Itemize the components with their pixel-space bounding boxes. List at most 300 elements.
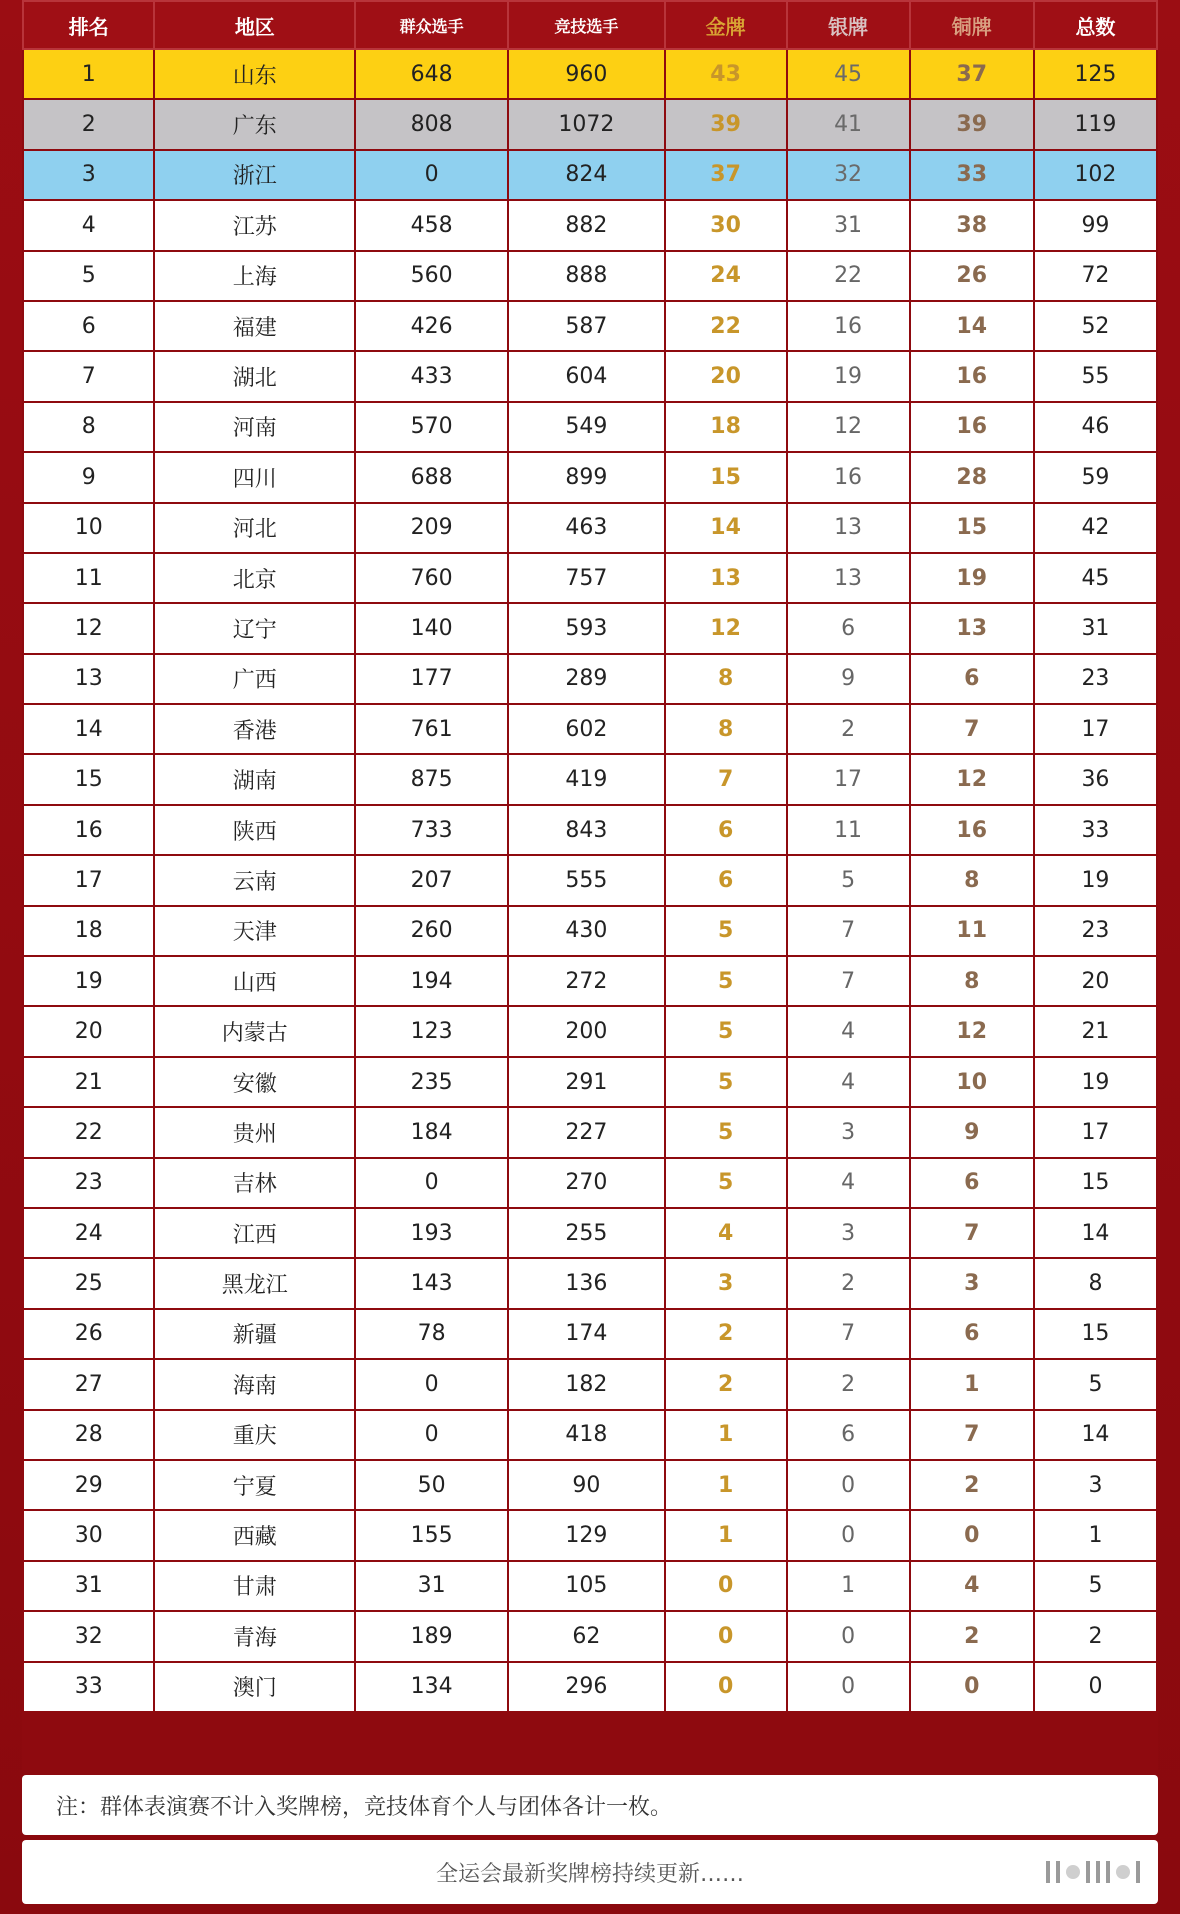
cell-gold: 4: [665, 1208, 787, 1258]
table-row: [23, 553, 1157, 603]
header-mass-athletes: 群众选手: [355, 1, 508, 49]
cell-rank: 23: [23, 1158, 154, 1208]
cell-rank: 17: [23, 855, 154, 905]
cell-gold: 13: [665, 553, 787, 603]
cell-rank: 10: [23, 503, 154, 553]
cell-mass-athletes: 184: [355, 1107, 508, 1157]
cell-gold: 5: [665, 1057, 787, 1107]
cell-competitive-athletes: 555: [508, 855, 665, 905]
cell-bronze: 6: [910, 1158, 1034, 1208]
table-row: [23, 1158, 1157, 1208]
cell-mass-athletes: 31: [355, 1561, 508, 1611]
cell-region: 云南: [154, 855, 355, 905]
cell-rank: 7: [23, 351, 154, 401]
cell-region: 上海: [154, 251, 355, 301]
cell-region: 江西: [154, 1208, 355, 1258]
cell-gold: 14: [665, 503, 787, 553]
cell-gold: 3: [665, 1258, 787, 1308]
cell-bronze: 15: [910, 503, 1034, 553]
table-row: [23, 1662, 1157, 1712]
cell-rank: 5: [23, 251, 154, 301]
cell-bronze: 8: [910, 956, 1034, 1006]
cell-mass-athletes: 688: [355, 452, 508, 502]
cell-rank: 25: [23, 1258, 154, 1308]
cell-bronze: 0: [910, 1662, 1034, 1712]
cell-gold: 1: [665, 1510, 787, 1560]
cell-bronze: 13: [910, 603, 1034, 653]
cell-silver: 12: [787, 402, 910, 452]
cell-bronze: 4: [910, 1561, 1034, 1611]
cell-total: 119: [1034, 99, 1157, 149]
cell-gold: 8: [665, 704, 787, 754]
cell-mass-athletes: 761: [355, 704, 508, 754]
table-row: [23, 1258, 1157, 1308]
cell-gold: 2: [665, 1309, 787, 1359]
cell-gold: 5: [665, 1107, 787, 1157]
cell-rank: 30: [23, 1510, 154, 1560]
cell-silver: 19: [787, 351, 910, 401]
cell-mass-athletes: 207: [355, 855, 508, 905]
header-gold: 金牌: [665, 1, 787, 49]
cell-bronze: 26: [910, 251, 1034, 301]
table-row: [23, 402, 1157, 452]
cell-mass-athletes: 155: [355, 1510, 508, 1560]
cell-total: 3: [1034, 1460, 1157, 1510]
table-row: [23, 754, 1157, 804]
cell-mass-athletes: 235: [355, 1057, 508, 1107]
cell-gold: 8: [665, 654, 787, 704]
cell-gold: 43: [665, 49, 787, 99]
cell-rank: 27: [23, 1359, 154, 1409]
cell-mass-athletes: 177: [355, 654, 508, 704]
cell-competitive-athletes: 62: [508, 1611, 665, 1661]
cell-silver: 3: [787, 1208, 910, 1258]
medal-table: [22, 0, 1158, 1713]
cell-rank: 22: [23, 1107, 154, 1157]
cell-silver: 7: [787, 956, 910, 1006]
cell-bronze: 37: [910, 49, 1034, 99]
cell-mass-athletes: 0: [355, 1158, 508, 1208]
cell-silver: 7: [787, 1309, 910, 1359]
cell-bronze: 10: [910, 1057, 1034, 1107]
cell-silver: 2: [787, 1359, 910, 1409]
cell-competitive-athletes: 463: [508, 503, 665, 553]
cell-gold: 0: [665, 1561, 787, 1611]
cell-region: 福建: [154, 301, 355, 351]
cell-gold: 18: [665, 402, 787, 452]
cell-rank: 6: [23, 301, 154, 351]
cell-competitive-athletes: 430: [508, 906, 665, 956]
cell-silver: 32: [787, 150, 910, 200]
cell-gold: 0: [665, 1662, 787, 1712]
cell-gold: 5: [665, 1006, 787, 1056]
cell-mass-athletes: 733: [355, 805, 508, 855]
table-row: [23, 49, 1157, 99]
cell-total: 15: [1034, 1158, 1157, 1208]
cell-silver: 6: [787, 1410, 910, 1460]
table-row: [23, 1611, 1157, 1661]
cell-rank: 4: [23, 200, 154, 250]
cell-total: 59: [1034, 452, 1157, 502]
header-rank: 排名: [23, 1, 154, 49]
cell-silver: 0: [787, 1662, 910, 1712]
cell-gold: 5: [665, 906, 787, 956]
cell-total: 0: [1034, 1662, 1157, 1712]
table-row: [23, 1057, 1157, 1107]
cell-competitive-athletes: 200: [508, 1006, 665, 1056]
cell-gold: 0: [665, 1611, 787, 1661]
medal-table-container: [22, 0, 1158, 1770]
header-region: 地区: [154, 1, 355, 49]
cell-region: 四川: [154, 452, 355, 502]
cell-rank: 31: [23, 1561, 154, 1611]
cell-total: 36: [1034, 754, 1157, 804]
cell-rank: 16: [23, 805, 154, 855]
cell-region: 黑龙江: [154, 1258, 355, 1308]
cell-region: 宁夏: [154, 1460, 355, 1510]
cell-total: 14: [1034, 1208, 1157, 1258]
table-row: [23, 603, 1157, 653]
cell-silver: 41: [787, 99, 910, 149]
cell-region: 辽宁: [154, 603, 355, 653]
cell-rank: 32: [23, 1611, 154, 1661]
cell-rank: 2: [23, 99, 154, 149]
cell-region: 安徽: [154, 1057, 355, 1107]
cell-gold: 2: [665, 1359, 787, 1409]
table-row: [23, 351, 1157, 401]
cell-region: 海南: [154, 1359, 355, 1409]
cell-rank: 18: [23, 906, 154, 956]
cell-region: 重庆: [154, 1410, 355, 1460]
table-row: [23, 1107, 1157, 1157]
cell-region: 广东: [154, 99, 355, 149]
cell-total: 23: [1034, 906, 1157, 956]
header-row: [23, 1, 1157, 49]
cell-mass-athletes: 0: [355, 1359, 508, 1409]
cell-rank: 21: [23, 1057, 154, 1107]
cell-competitive-athletes: 90: [508, 1460, 665, 1510]
cell-total: 8: [1034, 1258, 1157, 1308]
cell-bronze: 38: [910, 200, 1034, 250]
cell-rank: 12: [23, 603, 154, 653]
cell-competitive-athletes: 419: [508, 754, 665, 804]
cell-gold: 30: [665, 200, 787, 250]
cell-total: 23: [1034, 654, 1157, 704]
cell-rank: 24: [23, 1208, 154, 1258]
table-row: [23, 1510, 1157, 1560]
cell-mass-athletes: 189: [355, 1611, 508, 1661]
cell-rank: 19: [23, 956, 154, 1006]
footer-watermark-icon: [1000, 1860, 1140, 1884]
cell-bronze: 2: [910, 1611, 1034, 1661]
cell-total: 33: [1034, 805, 1157, 855]
cell-mass-athletes: 193: [355, 1208, 508, 1258]
cell-total: 46: [1034, 402, 1157, 452]
cell-silver: 9: [787, 654, 910, 704]
cell-mass-athletes: 648: [355, 49, 508, 99]
cell-competitive-athletes: 105: [508, 1561, 665, 1611]
cell-competitive-athletes: 824: [508, 150, 665, 200]
cell-silver: 16: [787, 301, 910, 351]
cell-total: 5: [1034, 1561, 1157, 1611]
cell-bronze: 14: [910, 301, 1034, 351]
cell-total: 45: [1034, 553, 1157, 603]
cell-silver: 17: [787, 754, 910, 804]
cell-total: 19: [1034, 855, 1157, 905]
cell-total: 42: [1034, 503, 1157, 553]
cell-region: 香港: [154, 704, 355, 754]
cell-gold: 20: [665, 351, 787, 401]
cell-bronze: 28: [910, 452, 1034, 502]
header-silver: 银牌: [787, 1, 910, 49]
cell-rank: 3: [23, 150, 154, 200]
cell-total: 31: [1034, 603, 1157, 653]
note-text: 注：群体表演赛不计入奖牌榜，竞技体育个人与团体各计一枚。: [22, 1775, 1158, 1835]
table-row: [23, 99, 1157, 149]
table-row: [23, 1561, 1157, 1611]
cell-rank: 8: [23, 402, 154, 452]
cell-total: 21: [1034, 1006, 1157, 1056]
cell-total: 20: [1034, 956, 1157, 1006]
cell-region: 青海: [154, 1611, 355, 1661]
cell-silver: 13: [787, 553, 910, 603]
cell-bronze: 1: [910, 1359, 1034, 1409]
cell-competitive-athletes: 604: [508, 351, 665, 401]
cell-region: 广西: [154, 654, 355, 704]
cell-competitive-athletes: 593: [508, 603, 665, 653]
table-row: [23, 251, 1157, 301]
cell-region: 山东: [154, 49, 355, 99]
cell-silver: 2: [787, 1258, 910, 1308]
cell-competitive-athletes: 289: [508, 654, 665, 704]
cell-mass-athletes: 808: [355, 99, 508, 149]
cell-mass-athletes: 570: [355, 402, 508, 452]
cell-total: 102: [1034, 150, 1157, 200]
table-row: [23, 1410, 1157, 1460]
cell-silver: 4: [787, 1006, 910, 1056]
cell-total: 1: [1034, 1510, 1157, 1560]
cell-mass-athletes: 78: [355, 1309, 508, 1359]
cell-silver: 45: [787, 49, 910, 99]
cell-region: 新疆: [154, 1309, 355, 1359]
cell-total: 125: [1034, 49, 1157, 99]
cell-bronze: 19: [910, 553, 1034, 603]
cell-region: 湖北: [154, 351, 355, 401]
cell-total: 14: [1034, 1410, 1157, 1460]
cell-competitive-athletes: 272: [508, 956, 665, 1006]
cell-gold: 12: [665, 603, 787, 653]
table-body: [23, 49, 1157, 1712]
cell-bronze: 3: [910, 1258, 1034, 1308]
cell-competitive-athletes: 602: [508, 704, 665, 754]
cell-competitive-athletes: 174: [508, 1309, 665, 1359]
cell-bronze: 39: [910, 99, 1034, 149]
cell-mass-athletes: 426: [355, 301, 508, 351]
cell-mass-athletes: 50: [355, 1460, 508, 1510]
cell-gold: 7: [665, 754, 787, 804]
cell-region: 陕西: [154, 805, 355, 855]
header-competitive-athletes: 竞技选手: [508, 1, 665, 49]
cell-region: 江苏: [154, 200, 355, 250]
cell-mass-athletes: 143: [355, 1258, 508, 1308]
cell-silver: 4: [787, 1158, 910, 1208]
cell-gold: 1: [665, 1460, 787, 1510]
cell-rank: 1: [23, 49, 154, 99]
cell-mass-athletes: 875: [355, 754, 508, 804]
cell-bronze: 6: [910, 654, 1034, 704]
cell-region: 内蒙古: [154, 1006, 355, 1056]
table-row: [23, 200, 1157, 250]
cell-mass-athletes: 123: [355, 1006, 508, 1056]
table-row: [23, 1309, 1157, 1359]
cell-region: 河北: [154, 503, 355, 553]
cell-silver: 2: [787, 704, 910, 754]
cell-gold: 24: [665, 251, 787, 301]
cell-rank: 9: [23, 452, 154, 502]
cell-bronze: 12: [910, 754, 1034, 804]
cell-silver: 4: [787, 1057, 910, 1107]
cell-rank: 33: [23, 1662, 154, 1712]
cell-gold: 5: [665, 956, 787, 1006]
cell-total: 19: [1034, 1057, 1157, 1107]
cell-mass-athletes: 0: [355, 150, 508, 200]
table-row: [23, 855, 1157, 905]
cell-region: 北京: [154, 553, 355, 603]
table-row: [23, 1359, 1157, 1409]
cell-mass-athletes: 209: [355, 503, 508, 553]
cell-total: 52: [1034, 301, 1157, 351]
table-row: [23, 1460, 1157, 1510]
table-row: [23, 805, 1157, 855]
cell-competitive-athletes: 182: [508, 1359, 665, 1409]
cell-total: 2: [1034, 1611, 1157, 1661]
cell-competitive-athletes: 129: [508, 1510, 665, 1560]
cell-gold: 6: [665, 805, 787, 855]
cell-rank: 15: [23, 754, 154, 804]
cell-region: 甘肃: [154, 1561, 355, 1611]
table-header: [23, 1, 1157, 49]
cell-competitive-athletes: 270: [508, 1158, 665, 1208]
cell-gold: 1: [665, 1410, 787, 1460]
cell-competitive-athletes: 888: [508, 251, 665, 301]
table-row: [23, 906, 1157, 956]
cell-mass-athletes: 760: [355, 553, 508, 603]
cell-competitive-athletes: 587: [508, 301, 665, 351]
cell-region: 天津: [154, 906, 355, 956]
cell-rank: 11: [23, 553, 154, 603]
cell-bronze: 0: [910, 1510, 1034, 1560]
cell-mass-athletes: 194: [355, 956, 508, 1006]
header-bronze: 铜牌: [910, 1, 1034, 49]
cell-total: 5: [1034, 1359, 1157, 1409]
cell-rank: 13: [23, 654, 154, 704]
cell-competitive-athletes: 843: [508, 805, 665, 855]
cell-bronze: 12: [910, 1006, 1034, 1056]
cell-competitive-athletes: 418: [508, 1410, 665, 1460]
table-row: [23, 150, 1157, 200]
cell-gold: 39: [665, 99, 787, 149]
table-row: [23, 301, 1157, 351]
cell-bronze: 7: [910, 1410, 1034, 1460]
cell-region: 西藏: [154, 1510, 355, 1560]
cell-competitive-athletes: 899: [508, 452, 665, 502]
header-total: 总数: [1034, 1, 1157, 49]
table-row: [23, 956, 1157, 1006]
cell-rank: 29: [23, 1460, 154, 1510]
cell-competitive-athletes: 291: [508, 1057, 665, 1107]
cell-silver: 0: [787, 1460, 910, 1510]
cell-competitive-athletes: 1072: [508, 99, 665, 149]
cell-rank: 26: [23, 1309, 154, 1359]
cell-rank: 20: [23, 1006, 154, 1056]
cell-silver: 13: [787, 503, 910, 553]
cell-silver: 22: [787, 251, 910, 301]
cell-competitive-athletes: 960: [508, 49, 665, 99]
cell-competitive-athletes: 136: [508, 1258, 665, 1308]
cell-silver: 11: [787, 805, 910, 855]
cell-bronze: 16: [910, 402, 1034, 452]
cell-region: 浙江: [154, 150, 355, 200]
cell-competitive-athletes: 227: [508, 1107, 665, 1157]
cell-mass-athletes: 260: [355, 906, 508, 956]
cell-silver: 5: [787, 855, 910, 905]
table-row: [23, 503, 1157, 553]
cell-bronze: 7: [910, 1208, 1034, 1258]
cell-bronze: 2: [910, 1460, 1034, 1510]
cell-total: 17: [1034, 704, 1157, 754]
cell-silver: 16: [787, 452, 910, 502]
cell-total: 55: [1034, 351, 1157, 401]
cell-competitive-athletes: 296: [508, 1662, 665, 1712]
cell-total: 17: [1034, 1107, 1157, 1157]
cell-competitive-athletes: 255: [508, 1208, 665, 1258]
cell-region: 河南: [154, 402, 355, 452]
cell-gold: 37: [665, 150, 787, 200]
cell-total: 99: [1034, 200, 1157, 250]
cell-total: 72: [1034, 251, 1157, 301]
cell-mass-athletes: 0: [355, 1410, 508, 1460]
cell-mass-athletes: 458: [355, 200, 508, 250]
cell-silver: 0: [787, 1611, 910, 1661]
cell-region: 山西: [154, 956, 355, 1006]
cell-mass-athletes: 134: [355, 1662, 508, 1712]
cell-rank: 28: [23, 1410, 154, 1460]
cell-bronze: 6: [910, 1309, 1034, 1359]
cell-region: 湖南: [154, 754, 355, 804]
cell-bronze: 16: [910, 805, 1034, 855]
cell-region: 贵州: [154, 1107, 355, 1157]
cell-mass-athletes: 140: [355, 603, 508, 653]
cell-rank: 14: [23, 704, 154, 754]
footer-bar: [22, 1840, 1158, 1904]
cell-gold: 5: [665, 1158, 787, 1208]
cell-mass-athletes: 433: [355, 351, 508, 401]
cell-competitive-athletes: 757: [508, 553, 665, 603]
footer-text: 全运会最新奖牌榜持续更新……: [435, 1861, 744, 1887]
cell-region: 澳门: [154, 1662, 355, 1712]
table-row: [23, 452, 1157, 502]
cell-silver: 7: [787, 906, 910, 956]
cell-gold: 15: [665, 452, 787, 502]
cell-silver: 6: [787, 603, 910, 653]
cell-gold: 6: [665, 855, 787, 905]
cell-bronze: 8: [910, 855, 1034, 905]
cell-bronze: 33: [910, 150, 1034, 200]
table-row: [23, 1208, 1157, 1258]
cell-bronze: 7: [910, 704, 1034, 754]
cell-mass-athletes: 560: [355, 251, 508, 301]
cell-bronze: 11: [910, 906, 1034, 956]
